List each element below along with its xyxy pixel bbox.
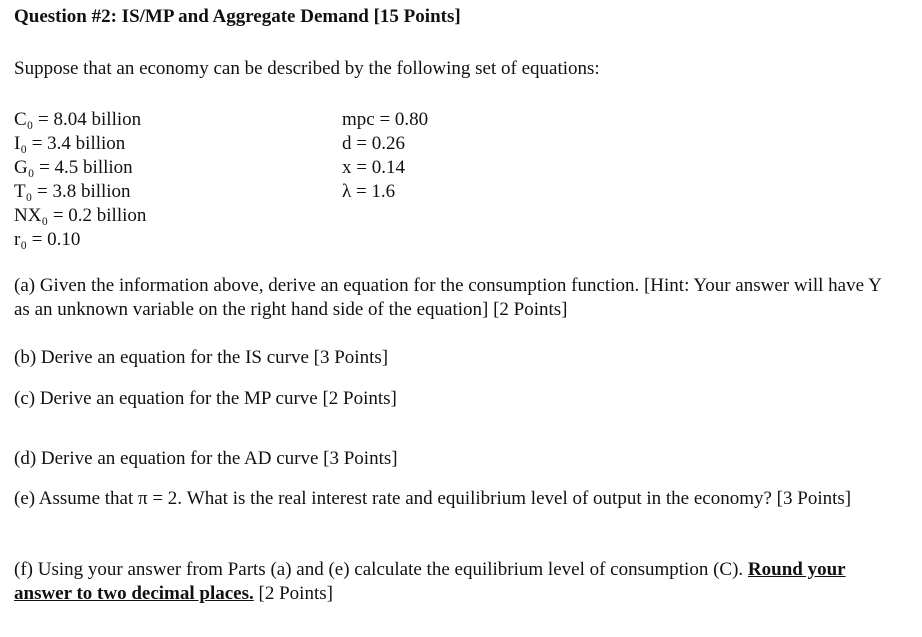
equation-r0: r₀ = 0.10 (14, 229, 81, 250)
equation-lambda: λ = 1.6 (342, 181, 396, 202)
part-f-points: [2 Points] (253, 583, 333, 604)
left-equations (14, 108, 146, 252)
equation-c0: C₀ = 8.04 billion (14, 109, 142, 130)
equation-x: x = 0.14 (342, 157, 405, 178)
part-a: (a) Given the information above, derive an equation for the consumption function. [Hint: Your answer will have Y as an unknown variable on the right hand side of the equation] [2 Points] (14, 275, 882, 320)
question-title: Question #2: IS/MP and Aggregate Demand [15 Points] (14, 6, 461, 27)
right-equations (342, 108, 428, 204)
equation-t0: T₀ = 3.8 billion (14, 181, 131, 202)
equation-g0: G₀ = 4.5 billion (14, 157, 133, 178)
part-e: (e) Assume that π = 2. What is the real interest rate and equilibrium level of output in the economy? [3 Points] (14, 488, 852, 509)
part-f (14, 558, 894, 606)
equation-i0: I₀ = 3.4 billion (14, 133, 126, 154)
part-d: (d) Derive an equation for the AD curve [3 Points] (14, 448, 398, 469)
part-f-text: (f) Using your answer from Parts (a) and (e) calculate the equilibrium level of consumption (C). (14, 559, 748, 580)
part-c: (c) Derive an equation for the MP curve [2 Points] (14, 388, 397, 409)
part-f-emphasis: Round your answer to two decimal places. (14, 559, 846, 604)
equation-d: d = 0.26 (342, 133, 405, 154)
equation-nx0: NX₀ = 0.2 billion (14, 205, 147, 226)
equation-mpc: mpc = 0.80 (342, 109, 429, 130)
part-b: (b) Derive an equation for the IS curve [3 Points] (14, 347, 389, 368)
intro-text: Suppose that an economy can be described by the following set of equations: (14, 58, 600, 79)
